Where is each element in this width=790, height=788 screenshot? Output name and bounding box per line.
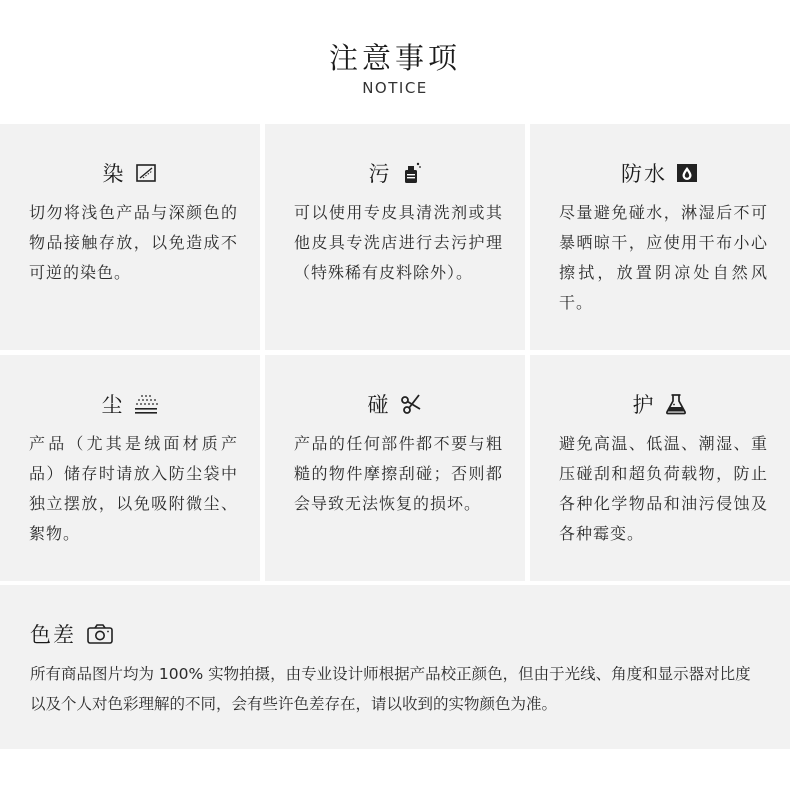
water-drop-icon: [675, 162, 699, 184]
header: [0, 0, 790, 124]
card-protect: [530, 355, 790, 581]
scissors-icon: [399, 392, 423, 416]
card-waterproof: [530, 124, 790, 350]
dye-icon: [134, 161, 158, 185]
card-dye: [0, 124, 260, 350]
camera-icon: [86, 623, 114, 645]
card-dust: [0, 355, 260, 581]
card-scratch: [265, 355, 525, 581]
card-text: 避免高温、低温、潮湿、重压碰刮和超负荷载物，防止各种化学物品和油污侵蚀及各种霉变。: [559, 434, 768, 543]
card-text: 尽量避免碰水，淋湿后不可暴晒晾干，应使用干布小心擦拭，放置阴凉处自然风干。: [559, 203, 768, 312]
card-text: 产品的任何部件都不要与粗糙的物件摩擦刮碰；否则都会导致无法恢复的损坏。: [294, 434, 503, 513]
card-title: 防水: [621, 162, 667, 186]
page-subtitle: NOTICE: [362, 79, 428, 97]
card-text: 切勿将浅色产品与深颜色的物品接触存放，以免造成不可逆的染色。: [29, 203, 238, 282]
card-title: 护: [632, 393, 656, 417]
cleaner-bottle-icon: [400, 161, 422, 185]
card-text: 可以使用专皮具清洗剂或其他皮具专洗店进行去污护理（特殊稀有皮料除外）。: [294, 203, 503, 282]
card-title: 尘: [101, 393, 125, 417]
dust-icon: [133, 393, 159, 415]
color-difference-note: [0, 585, 790, 749]
note-text: 所有商品图片均为 100% 实物拍摄，由专业设计师根据产品校正颜色，但由于光线、角度和显示器对比度以及个人对色彩理解的不同，会有些许色差存在，请以收到的实物颜色为准。: [30, 665, 751, 713]
card-title: 碰: [367, 393, 391, 417]
note-title: 色差: [30, 623, 76, 647]
card-text: 产品（尤其是绒面材质产品）储存时请放入防尘袋中独立摆放，以免吸附微尘、絮物。: [29, 434, 238, 543]
card-dirt: [265, 124, 525, 350]
page-title: 注意事项: [328, 41, 461, 75]
card-title: 污: [368, 162, 392, 186]
card-title: 染: [102, 162, 126, 186]
flask-icon: [664, 392, 688, 416]
